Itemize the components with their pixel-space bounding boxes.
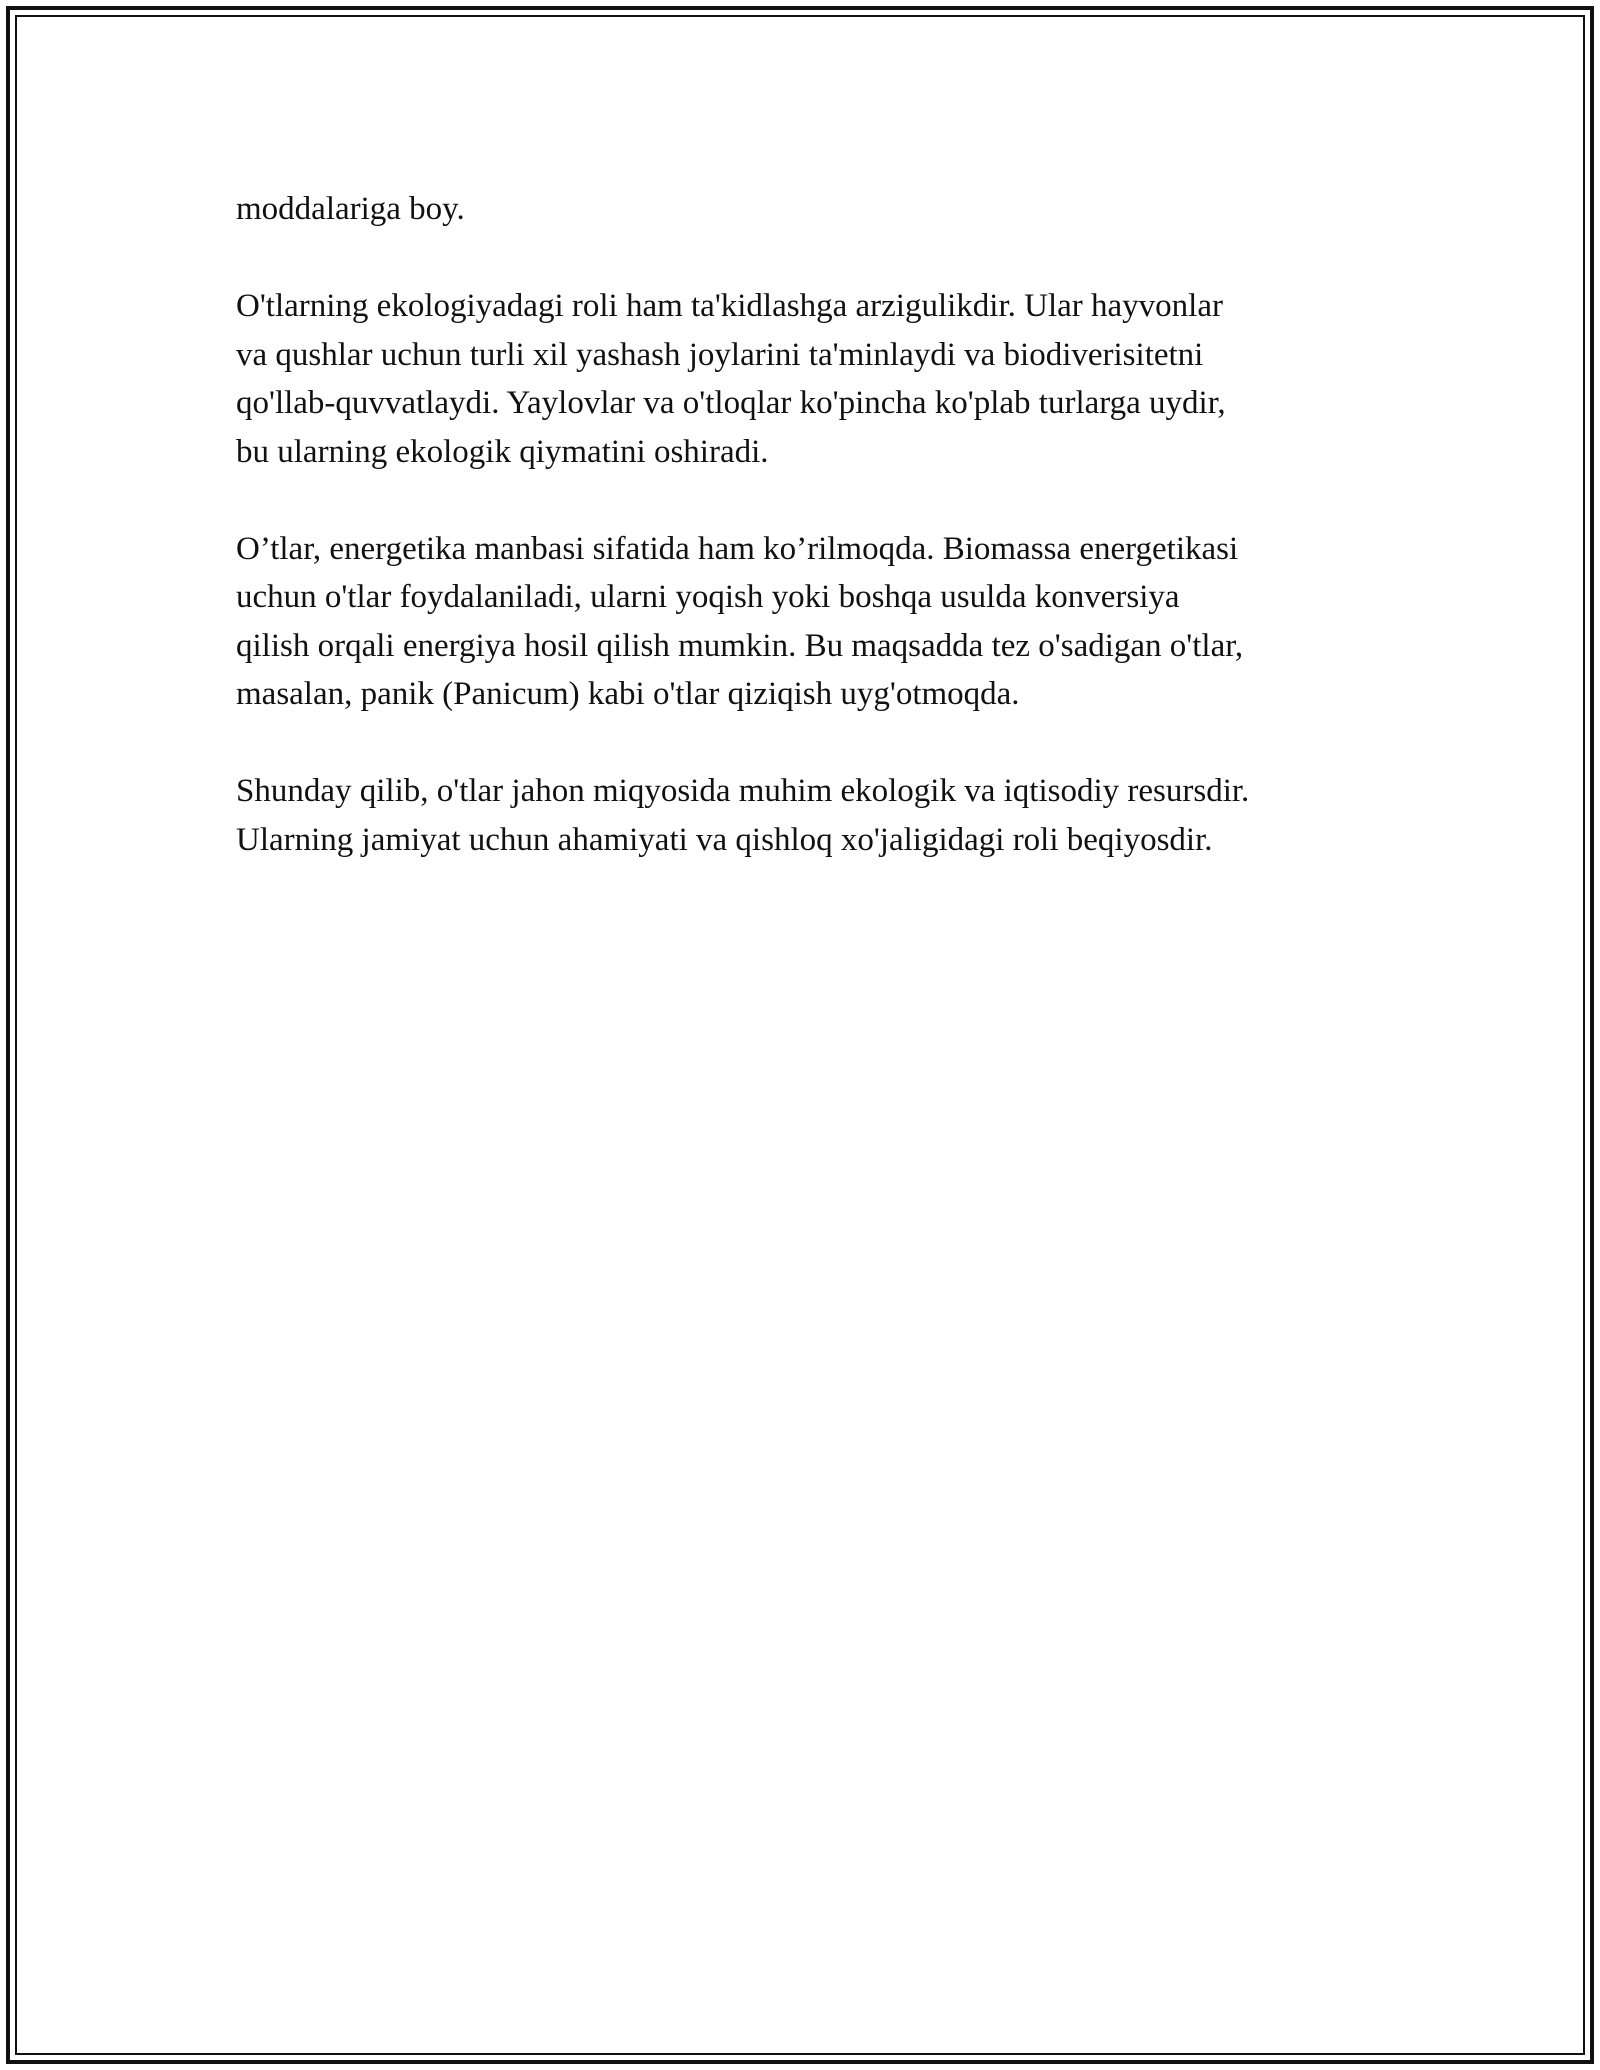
text-line: uchun o'tlar foydalaniladi, ularni yoqish yoki boshqa usulda konversiya — [236, 579, 1180, 615]
paragraph-conclusion — [236, 767, 1396, 864]
text-line: Ularning jamiyat uchun ahamiyati va qishloq xo'jaligidagi roli beqiyosdir. — [236, 821, 1213, 858]
text-line: O'tlarning ekologiyadagi roli ham ta'kidlashga arzigulikdir. Ular hayvonlar — [236, 288, 1223, 324]
text-line: masalan, panik (Panicum) kabi o'tlar qiziqish uyg'otmoqda. — [236, 676, 1020, 712]
paragraph-ecology — [236, 282, 1396, 476]
document-body — [236, 185, 1396, 864]
text-line: moddalariga boy. — [236, 191, 465, 227]
paragraph-continuation — [236, 185, 1396, 234]
paragraph-energy — [236, 525, 1396, 719]
text-line: bu ularning ekologik qiymatini oshiradi. — [236, 433, 769, 470]
text-line: Shunday qilib, o'tlar jahon miqyosida muhim ekologik va iqtisodiy resursdir. — [236, 773, 1250, 809]
text-line: qo'llab-quvvatlaydi. Yaylovlar va o'tloqlar ko'pincha ko'plab turlarga uydir, — [236, 385, 1226, 421]
text-line: va qushlar uchun turli xil yashash joylarini ta'minlaydi va biodiverisitetni — [236, 336, 1204, 373]
text-line: O’tlar, energetika manbasi sifatida ham ko’rilmoqda. Biomassa energetikasi — [236, 530, 1239, 567]
text-line: qilish orqali energiya hosil qilish mumkin. Bu maqsadda tez o'sadigan o'tlar, — [236, 627, 1244, 664]
